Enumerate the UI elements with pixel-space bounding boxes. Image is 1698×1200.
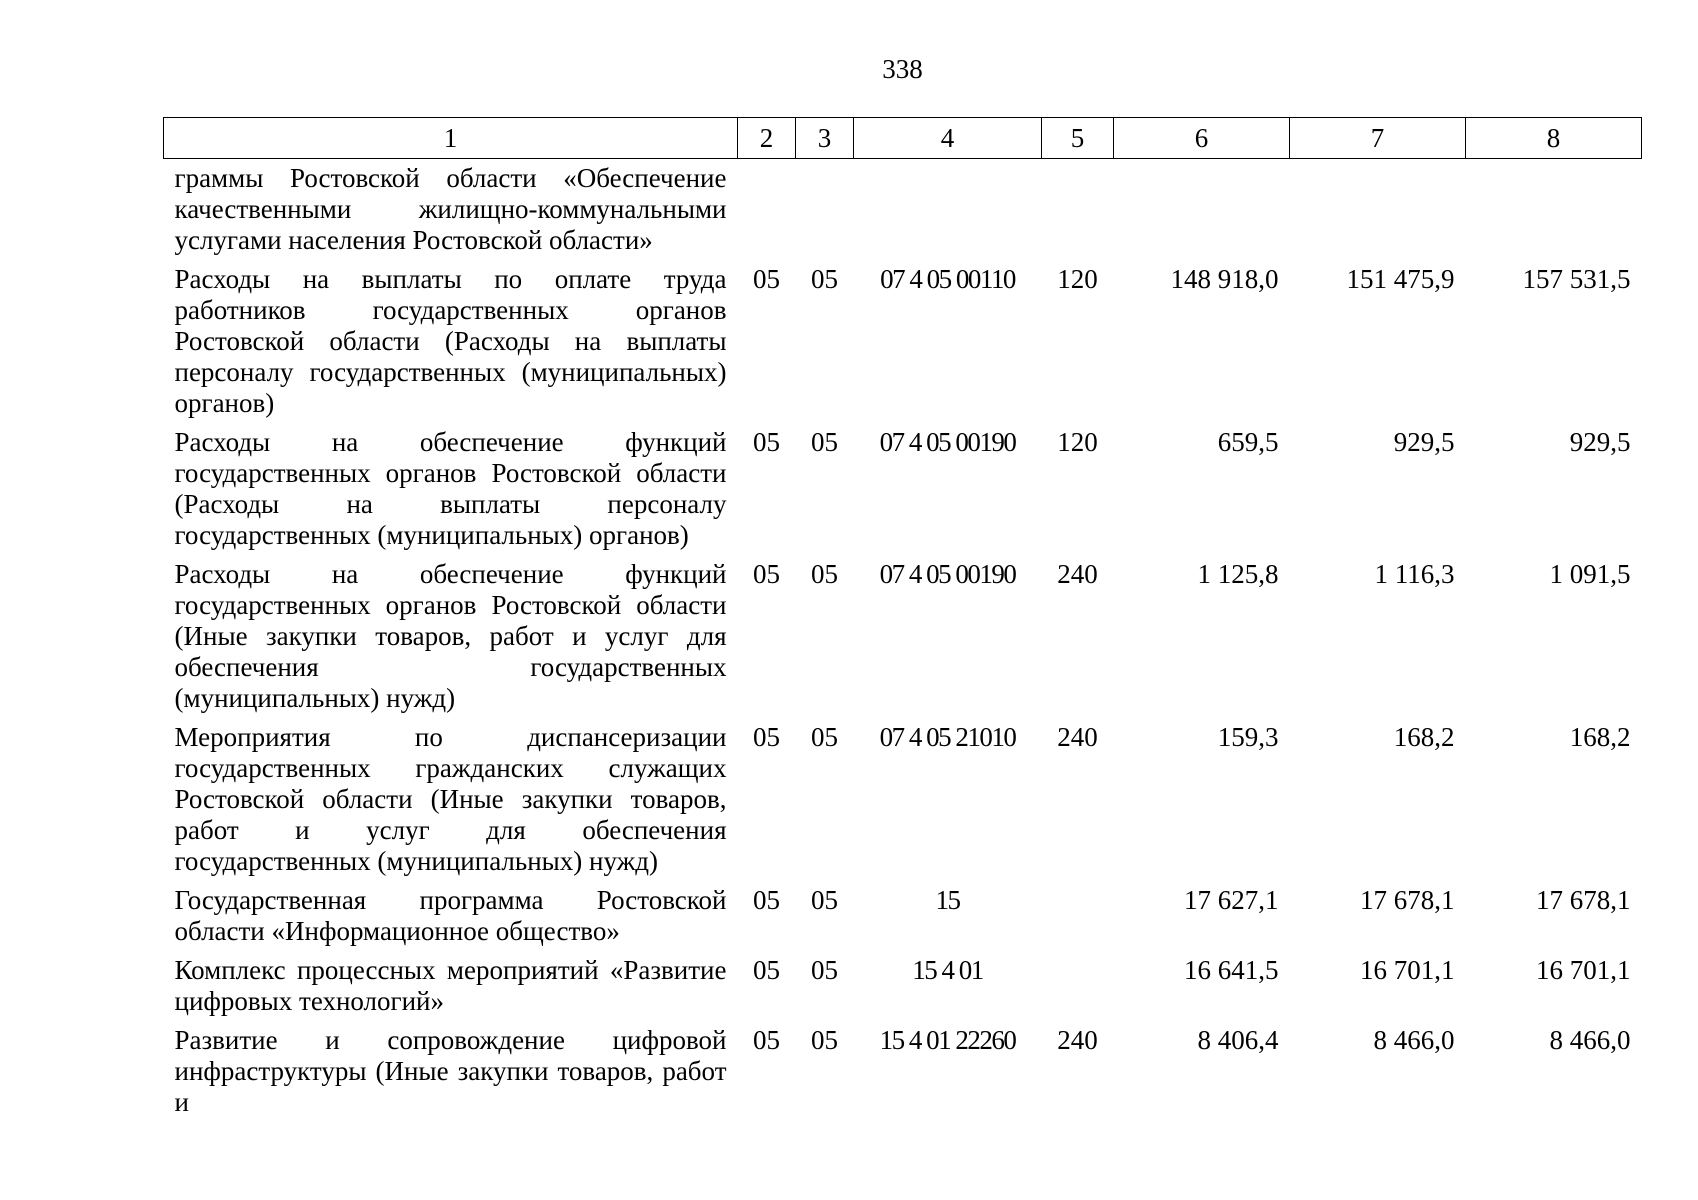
subsection-code: 05 [811,1025,838,1055]
target-article-code [854,159,1042,261]
expense-type-code: 240 [1057,1025,1098,1055]
amount-col-8 [1466,159,1642,261]
column-header-2: 2 [738,118,796,159]
subsection-code: 05 [811,427,838,457]
amount-col-6: 159,3 [1217,722,1279,752]
expense-name: Комплекс процессных мероприятий «Развитие цифровых технологий» [174,955,727,1016]
subsection-code: 05 [811,955,838,985]
column-header-4: 4 [854,118,1042,159]
amount-col-8: 1 091,5 [1549,559,1631,589]
target-article-code: 07 4 05 21010 [879,722,1016,752]
amount-col-6 [1114,159,1290,261]
subsection-code: 05 [811,722,838,752]
target-article-code: 07 4 05 00190 [879,427,1016,457]
amount-col-8: 168,2 [1569,722,1631,752]
expense-type-code: 120 [1057,264,1098,294]
amount-col-6: 148 918,0 [1170,264,1279,294]
amount-col-8: 16 701,1 [1536,955,1631,985]
target-article-code: 07 4 05 00110 [880,264,1015,294]
table-row [164,159,1642,261]
expense-name: Расходы на обеспечение функций государственных органов Ростовской области (Иные закупки товаров, работ и услуг для обеспечения государственных (муниципальных) нужд) [174,559,727,713]
table-row [164,951,1642,1021]
section-code [738,159,796,261]
column-header-1: 1 [164,118,738,159]
expense-name: Расходы на обеспечение функций государственных органов Ростовской области (Расходы на выплаты персоналу государственных (муниципальных) органов) [174,427,727,550]
amount-col-8: 17 678,1 [1536,885,1631,915]
amount-col-7: 168,2 [1393,722,1455,752]
target-article-code: 07 4 05 00190 [879,559,1016,589]
column-header-7: 7 [1290,118,1466,159]
section-code: 05 [753,955,780,985]
section-code: 05 [753,559,780,589]
subsection-code: 05 [811,559,838,589]
amount-col-7: 17 678,1 [1360,885,1455,915]
amount-col-7: 151 475,9 [1346,264,1455,294]
target-article-code: 15 [935,885,960,915]
table-row [164,423,1642,555]
amount-col-6: 659,5 [1217,427,1279,457]
table-row [164,881,1642,951]
amount-col-8: 8 466,0 [1549,1025,1631,1055]
amount-col-7: 16 701,1 [1360,955,1455,985]
amount-col-7: 929,5 [1393,427,1455,457]
amount-col-6: 8 406,4 [1197,1025,1279,1055]
section-code: 05 [753,264,780,294]
subsection-code: 05 [811,264,838,294]
expense-type-code [1042,881,1114,951]
target-article-code: 15 4 01 [912,955,983,985]
expense-name: Развитие и сопровождение цифровой инфраструктуры (Иные закупки товаров, работ и [174,1025,727,1117]
subsection-code: 05 [811,885,838,915]
expense-name: Государственная программа Ростовской области «Информационное общество» [174,885,727,946]
amount-col-7 [1290,159,1466,261]
section-code: 05 [753,885,780,915]
column-header-8: 8 [1466,118,1642,159]
table-row [164,260,1642,423]
subsection-code [796,159,854,261]
amount-col-6: 17 627,1 [1184,885,1279,915]
amount-col-8: 157 531,5 [1522,264,1631,294]
expense-name: Расходы на выплаты по оплате труда работников государственных органов Ростовской области (Расходы на выплаты персоналу государственных (муниципальных) органов) [174,264,727,418]
column-header-3: 3 [796,118,854,159]
expense-type-code: 240 [1057,722,1098,752]
section-code: 05 [753,1025,780,1055]
table-row [164,718,1642,881]
expense-type-code: 120 [1057,427,1098,457]
amount-col-6: 1 125,8 [1197,559,1279,589]
amount-col-7: 1 116,3 [1374,559,1455,589]
column-header-5: 5 [1042,118,1114,159]
expense-type-code [1042,159,1114,261]
expense-name: граммы Ростовской области «Обеспечение качественными жилищно-коммунальными услугами населения Ростовской области» [174,163,727,255]
section-code: 05 [753,427,780,457]
target-article-code: 15 4 01 22260 [879,1025,1016,1055]
amount-col-7: 8 466,0 [1373,1025,1455,1055]
table-row [164,555,1642,718]
expense-type-code: 240 [1057,559,1098,589]
column-header-6: 6 [1114,118,1290,159]
table-header-row [164,118,1642,159]
section-code: 05 [753,722,780,752]
page-number: 338 [882,54,923,84]
amount-col-6: 16 641,5 [1184,955,1279,985]
expense-name: Мероприятия по диспансеризации государственных гражданских служащих Ростовской области (Иные закупки товаров, работ и услуг для обеспечения государственных (муниципальных) нужд) [174,722,727,876]
expense-type-code [1042,951,1114,1021]
table-row [164,1021,1642,1122]
amount-col-8: 929,5 [1569,427,1631,457]
budget-table [163,117,1642,1122]
